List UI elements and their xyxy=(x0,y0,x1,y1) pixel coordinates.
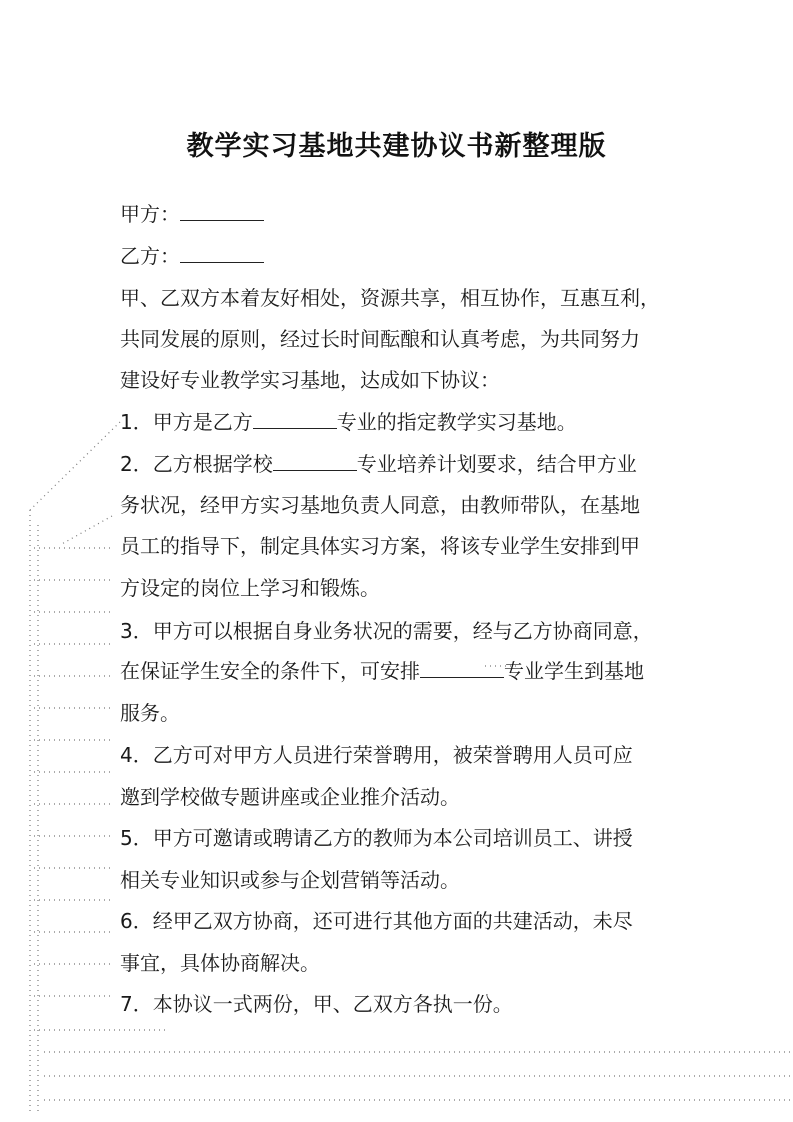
clause-5-line-2: 相关专业知识或参与企划营销等活动。 xyxy=(120,868,460,892)
intro-line-1: 甲、乙双方本着友好相处，资源共享，相互协作，互惠互利， xyxy=(120,286,660,310)
clause-6-line-1: 6．经甲乙双方协商，还可进行其他方面的共建活动，未尽 xyxy=(120,909,633,933)
intro-line-3: 建设好专业教学实习基地，达成如下协议： xyxy=(120,368,500,392)
party-a-line xyxy=(120,200,264,228)
clause-2-before: 2．乙方根据学校 xyxy=(120,452,273,476)
clause-3-line-1: 3．甲方可以根据自身业务状况的需要，经与乙方协商同意， xyxy=(120,619,653,643)
clause-4-line-2: 邀到学校做专题讲座或企业推介活动。 xyxy=(120,785,460,809)
party-a-blank xyxy=(180,200,264,221)
intro-line-2: 共同发展的原则，经过长时间酝酿和认真考虑，为共同努力 xyxy=(120,327,640,351)
clause-1-blank xyxy=(253,408,337,429)
party-b-label: 乙方： xyxy=(120,244,180,268)
clause-6-line-2: 事宜，具体协商解决。 xyxy=(120,951,320,975)
clause-3-before: 在保证学生安全的条件下，可安排 xyxy=(120,659,420,683)
clause-3-line-3: 服务。 xyxy=(120,701,180,725)
clause-1-after: 专业的指定教学实习基地。 xyxy=(336,410,577,434)
clause-5-line-1: 5．甲方可邀请或聘请乙方的教师为本公司培训员工、讲授 xyxy=(120,826,633,850)
clause-2-line-4: 方设定的岗位上学习和锻炼。 xyxy=(120,576,380,600)
party-a-label: 甲方： xyxy=(120,202,180,226)
clause-2-line-1 xyxy=(120,450,637,478)
party-b-blank xyxy=(180,242,264,263)
document-title: 教学实习基地共建协议书新整理版 xyxy=(186,131,607,162)
clause-3-blank xyxy=(420,657,504,678)
party-b-line xyxy=(120,242,264,270)
clause-2-line-2: 务状况，经甲方实习基地负责人同意，由教师带队，在基地 xyxy=(120,493,640,517)
clause-2-line-3: 员工的指导下，制定具体实习方案，将该专业学生安排到甲 xyxy=(120,534,640,558)
clause-1 xyxy=(120,408,577,436)
clause-3-after: 专业学生到基地 xyxy=(504,659,644,683)
clause-4-line-1: 4．乙方可对甲方人员进行荣誉聘用，被荣誉聘用人员可应 xyxy=(120,743,633,767)
clause-1-before: 1．甲方是乙方 xyxy=(120,410,253,434)
clause-3-line-2 xyxy=(120,657,644,685)
clause-2-blank xyxy=(273,450,357,471)
clause-2-after: 专业培养计划要求，结合甲方业 xyxy=(356,452,637,476)
clause-7: 7．本协议一式两份，甲、乙双方各执一份。 xyxy=(120,992,513,1016)
